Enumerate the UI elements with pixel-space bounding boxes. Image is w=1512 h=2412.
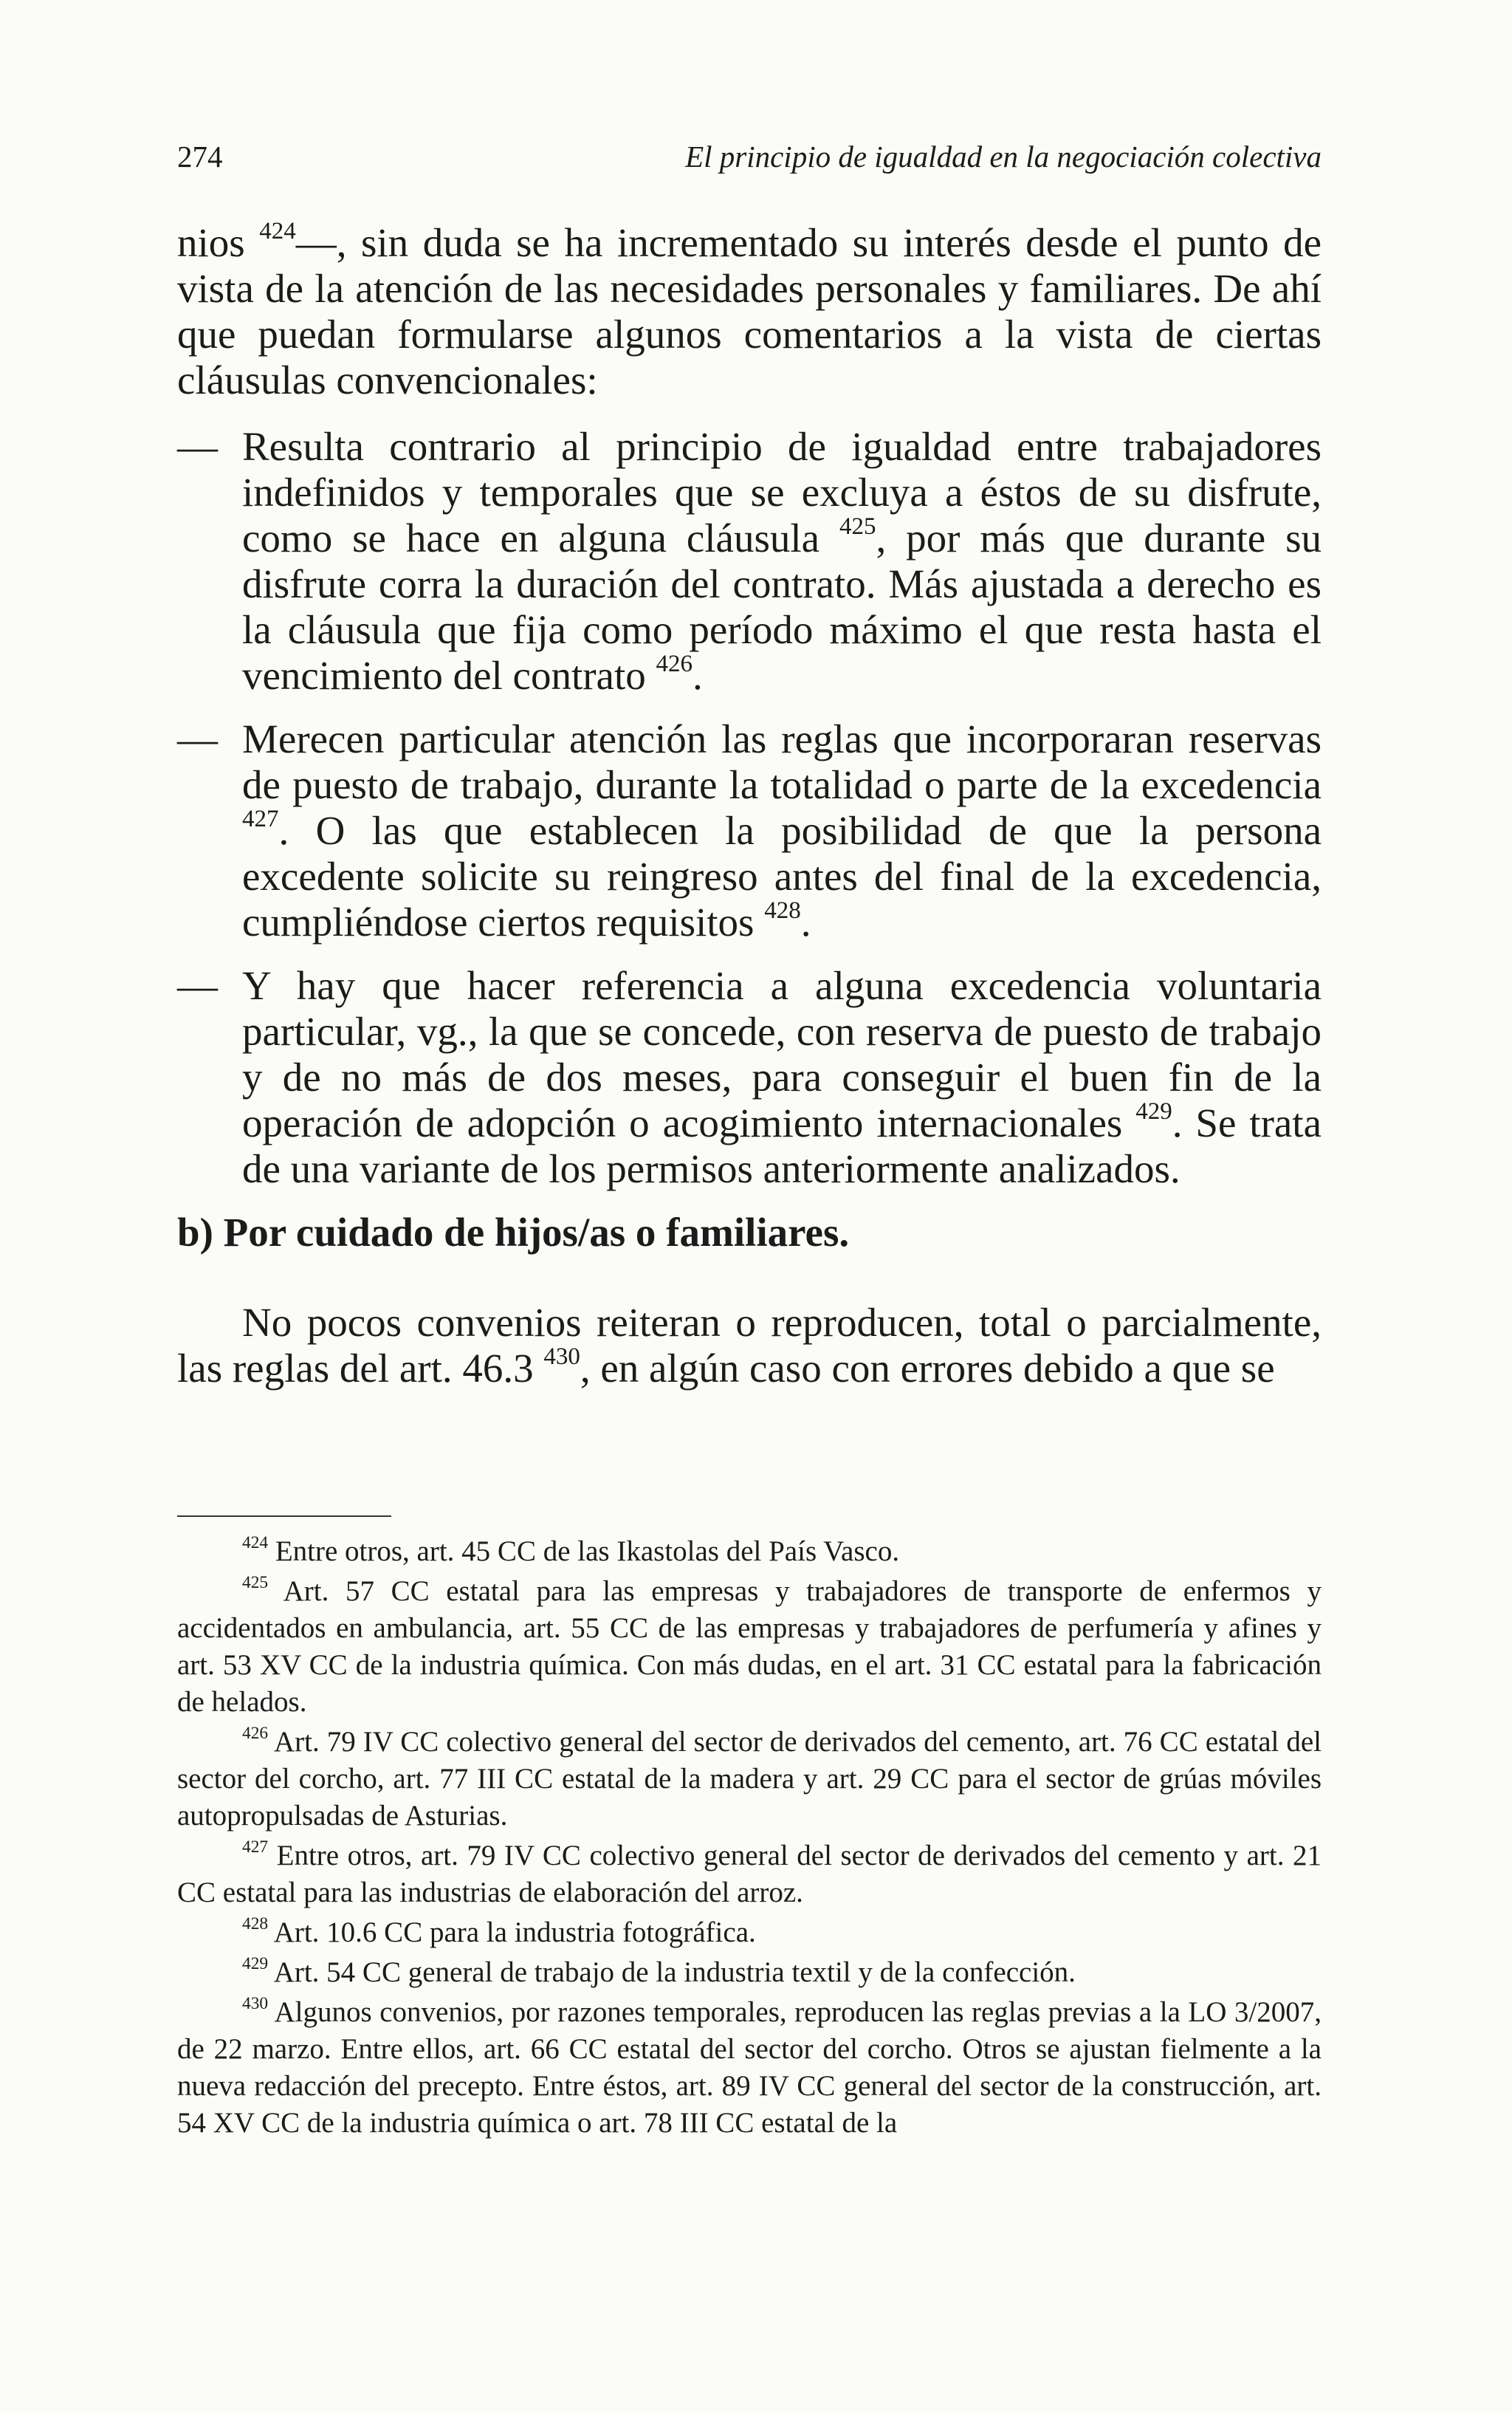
footnote-number: 424 — [242, 1532, 269, 1552]
footnote-ref[interactable]: 427 — [242, 805, 279, 832]
dash-bullet: — — [177, 963, 218, 1008]
footnote: $^{425}$ Art. 57 CC estatal para las empresas y trabajadores de transporte de enfermos y accidentados en ambulancia, art. 55 CC de las empresas y trabajadores de perfumería y afines y art. 53 XV CC de la industria química. Con más dudas, en el art. 31 CC estatal para la fabricación de helados. — [177, 1572, 1322, 1718]
footnote: $^{428}$ Art. 10.6 CC para la industria fotográfica. — [242, 1914, 756, 1948]
running-header — [177, 139, 1322, 183]
footnote: $^{427}$ Entre otros, art. 79 IV CC colectivo general del sector de derivados del cemento y art. 21 CC estatal para las industrias de elaboración del arroz. — [177, 1837, 1322, 1908]
dash-bullet: — — [177, 716, 218, 761]
main-text — [177, 217, 1322, 1391]
running-title: El principio de igualdad en la negociación colectiva — [685, 140, 1322, 174]
footnote-number: 427 — [242, 1837, 269, 1857]
list-item: — Resulta contrario al principio de igualdad entre trabajadores indefinidos y temporales que se excluya a éstos de su disfrute, como se hace en alguna cláusula $^{425}$, por más que durante su disfrute corra la duración del contrato. Más ajustada a derecho es la cláusula que fija como período máximo el que resta hasta el vencimiento del contrato $^{426}$. — [177, 424, 1322, 698]
footnote-ref[interactable]: 429 — [1135, 1097, 1172, 1125]
footnote: $^{426}$ Art. 79 IV CC colectivo general del sector de derivados del cemento, art. 76 CC estatal del sector del corcho, art. 77 III CC estatal de la madera y art. 29 CC para el sector de grúas móviles autopropulsadas de Asturias. — [177, 1723, 1322, 1832]
footnote-number: 429 — [242, 1953, 269, 1973]
section-heading: b) Por cuidado de hijos/as o familiares. — [177, 1210, 850, 1255]
footnote-number: 426 — [242, 1723, 269, 1743]
footnote-separator — [177, 1515, 391, 1517]
footnote-ref[interactable]: 425 — [839, 513, 876, 540]
footnote-number: 425 — [242, 1572, 269, 1592]
footnotes — [177, 1533, 1322, 2145]
intro-paragraph: nios $^{424}$—, sin duda se ha incrementado su interés desde el punto de vista de la atención de las necesidades personales y familiares. De ahí que puedan formularse algunos comentarios a la vista de ciertas cláusulas convencionales: — [177, 217, 1322, 402]
list-item: — Merecen particular atención las reglas que incorporaran reservas de puesto de trabajo, durante la totalidad o parte de la excedencia $^{427}$. O las que establecen la posibilidad de que la persona excedente solicite su reingreso antes del final de la excedencia, cumpliéndose ciertos requisitos $^{428}$. — [177, 716, 1322, 945]
footnote-number: 430 — [242, 1993, 269, 2013]
footnote: $^{424}$ Entre otros, art. 45 CC de las Ikastolas del País Vasco. — [242, 1532, 900, 1567]
footnote-ref[interactable]: 426 — [656, 650, 693, 677]
page-number: 274 — [177, 140, 223, 174]
footnote-number: 428 — [242, 1914, 269, 1933]
dash-list — [177, 424, 1322, 1192]
footnote-ref[interactable]: 424 — [259, 217, 296, 244]
dash-bullet: — — [177, 424, 218, 469]
footnote: $^{430}$ Algunos convenios, por razones temporales, reproducen las reglas previas a la LO 3/2007, de 22 marzo. Entre ellos, art. 66 CC estatal del sector del corcho. Otros se ajustan fielmente a la nueva redacción del precepto. Entre éstos, art. 89 IV CC general del sector de la construcción, art. 54 XV CC de la industria química o art. 78 III CC estatal de la — [177, 1993, 1322, 2139]
footnote: $^{429}$ Art. 54 CC general de trabajo de la industria textil y de la confección. — [242, 1953, 1076, 1988]
footnote-ref[interactable]: 428 — [764, 897, 801, 924]
list-item: — Y hay que hacer referencia a alguna excedencia voluntaria particular, vg., la que se concede, con reserva de puesto de trabajo y de no más de dos meses, para conseguir el buen fin de la operación de adopción o acogimiento internacionales $^{429}$. Se trata de una variante de los permisos anteriormente analizados. — [177, 963, 1322, 1191]
footnote-ref[interactable]: 430 — [543, 1343, 580, 1370]
section-paragraph: No pocos convenios reiteran o reproducen, total o parcialmente, las reglas del art. 46.3 $^{430}$, en algún caso con errores debido a que se — [177, 1300, 1322, 1391]
